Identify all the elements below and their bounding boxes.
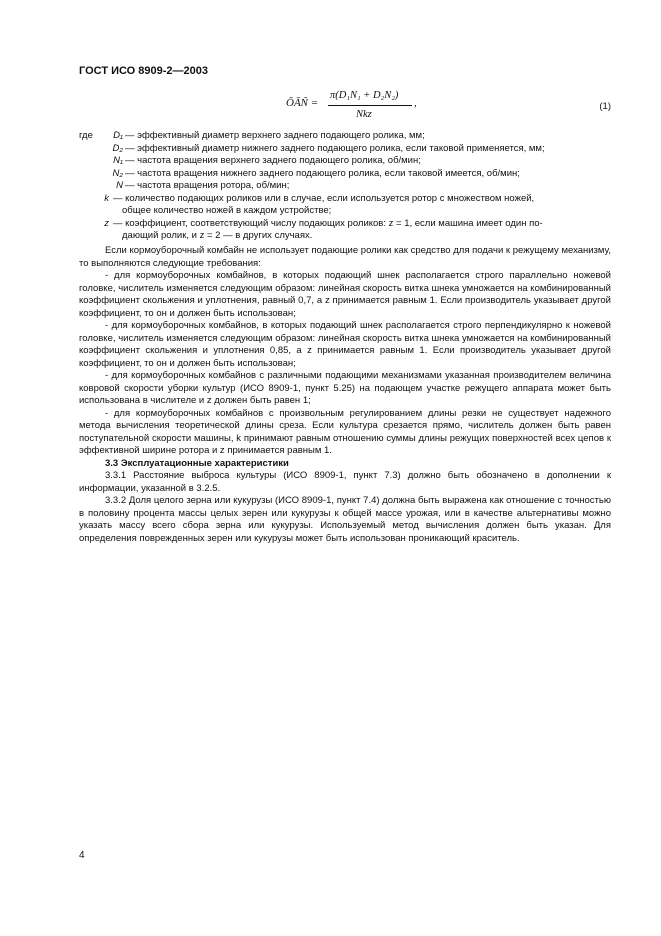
formula-lhs: ŌĀÑ = — [286, 97, 319, 109]
definition-text: — количество подающих роликов или в случае, если используется ротор с множеством ножей, — [113, 192, 535, 204]
definition-text: — эффективный диаметр нижнего заднего подающего ролика, если таковой применяется, мм; — [125, 142, 545, 154]
definition-text: — частота вращения ротора, об/мин; — [125, 180, 290, 191]
paragraph: 3.3.1 Расстояние выброса культуры (ИСО 8909-1, пункт 7.3) должно быть обозначено в дополнении к информации, указанной в 3.2.5. — [79, 470, 611, 494]
definition-item — [79, 168, 611, 181]
document-header: ГОСТ ИСО 8909-2—2003 — [79, 65, 209, 77]
definition-symbol: N₂ — [112, 167, 123, 179]
page-number: 4 — [79, 850, 85, 861]
definition-text: — коэффициент, соответствующий числу подающих роликов: z = 1, если машина имеет один по- — [113, 217, 543, 229]
paragraph: - для кормоуборочных комбайнов с различными подающими механизмами указанная производителем величина ковровой скорости уборки культур (ИСО 8909-1, пункт 5.25) на подающем участке режущего аппарата может быть использована в числителе и z должен быть равен 1; — [79, 370, 611, 406]
definition-item — [79, 130, 611, 143]
document-body — [79, 245, 611, 545]
definition-text: — частота вращения нижнего заднего подающего ролика, если таковой имеется, об/мин; — [125, 167, 520, 179]
definition-symbol: N₁ — [113, 155, 123, 166]
definitions-list — [79, 130, 611, 243]
definition-symbol: k — [104, 192, 109, 204]
formula-comma: , — [414, 97, 417, 109]
section-heading: 3.3 Эксплуатационные характеристики — [105, 457, 289, 469]
paragraph: - для кормоуборочных комбайнов, в которых подающий шнек располагается строго перпендикулярно к ножевой головке, числитель изменяется следующим образом: линейная скорость витка шнека умножается на комбинированный коэффициент скольжения и уплотнения 0,85, а z принимается равным 1. Если производитель указывает другой коэффициент, то он и должен быть использован; — [79, 320, 611, 369]
equation-number: (1) — [599, 101, 611, 112]
paragraph: 3.3.2 Доля целого зерна или кукурузы (ИСО 8909-1, пункт 7.4) должна быть выражена как отношение с точностью в половину процента массы целых зерен или кукурузы к общей массе урожая, или в качестве альтернативы можно указать массу всего сбора зерна или кукурузы. Используемый метод вычисления должен быть указан. Для определения поврежденных зерен или кукурузы может быть использован проникающий краситель. — [79, 495, 611, 544]
definition-text-cont: общее количество ножей в каждом устройстве; — [122, 205, 332, 216]
definition-symbol: z — [104, 217, 109, 229]
definition-continuation — [79, 230, 611, 243]
definition-item — [79, 155, 611, 168]
definition-symbol: D₁ — [113, 130, 123, 141]
definition-item — [79, 143, 611, 156]
definition-text-cont: дающий ролик, и z = 2 — в других случаях. — [122, 230, 313, 241]
definition-continuation — [79, 205, 611, 218]
definition-text: — частота вращения верхнего заднего подающего ролика, об/мин; — [125, 155, 421, 166]
paragraph: Если кормоуборочный комбайн не использует подающие ролики как средство для подачи к режущему механизму, то выполняются следующие требования: — [79, 245, 611, 269]
where-label: где — [79, 130, 93, 141]
formula-denominator: Nkz — [356, 109, 372, 120]
paragraph: - для кормоуборочных комбайнов, в которых подающий шнек располагается строго параллельно ножевой головке, числитель изменяется следующим образом: линейная скорость витка шнека умножается на комбинированный коэффициент скольжения и уплотнения, равный 0,7, а z принимается равным 1. Если производитель указывает другой коэффициент, то он и должен быть использован; — [79, 270, 611, 319]
definition-item — [79, 180, 611, 193]
definition-item — [79, 218, 611, 231]
definition-text: — эффективный диаметр верхнего заднего подающего ролика, мм; — [125, 130, 425, 141]
definition-symbol: D₂ — [112, 142, 123, 154]
paragraph: - для кормоуборочных комбайнов с произвольным регулированием длины резки не существует надежного метода вычисления теоретической длины среза. Если культура срезается прямо, числитель должен быть равен поступательной скорости машины, k принимают равным отношению суммы длины режущих поверхностей всех цепов к эффективной ширине ротора и z принимается равным 1. — [79, 407, 611, 456]
definition-item — [79, 193, 611, 206]
formula-numerator: π(D₁N₁ + D₂N₂) — [330, 90, 399, 101]
definition-symbol: N — [116, 180, 123, 191]
fraction-line — [328, 105, 412, 106]
formula — [286, 90, 426, 126]
